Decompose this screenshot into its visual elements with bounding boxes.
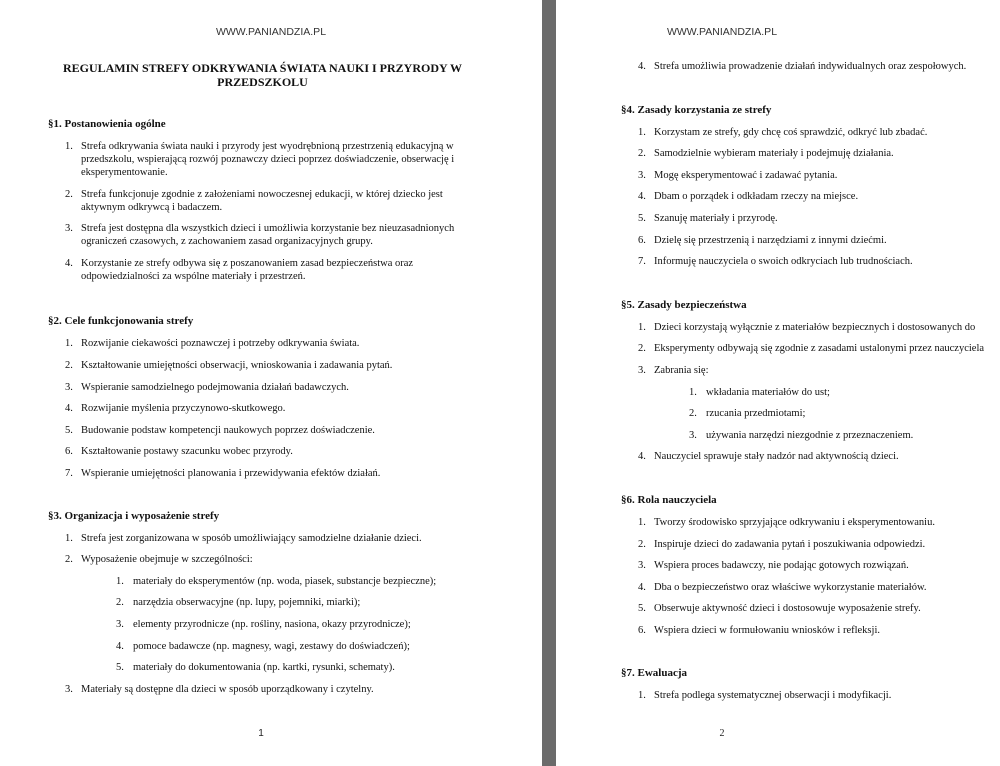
list-item	[621, 190, 1000, 203]
list-item	[621, 624, 1000, 637]
list-number: 5.	[638, 212, 646, 224]
list-number: 3.	[638, 169, 646, 181]
page-2-content	[621, 60, 1000, 711]
list-item-text: Wyposażenie obejmuje w szczególności:	[81, 554, 253, 566]
list-item	[621, 321, 1000, 334]
list-item	[48, 257, 478, 283]
list-item	[48, 222, 478, 248]
list-number: 4.	[116, 640, 124, 652]
list-number: 4.	[65, 257, 73, 269]
list-item-text: Wspieranie samodzielnego podejmowania działań badawczych.	[81, 381, 349, 393]
list-item-text: rzucania przedmiotami;	[706, 408, 806, 420]
page-divider	[542, 0, 556, 766]
list-number: 1.	[65, 338, 73, 350]
list-number: 7.	[638, 256, 646, 268]
list-item-text: Tworzy środowisko sprzyjające odkrywaniu i eksperymentowaniu.	[654, 516, 935, 528]
list-number: 3.	[689, 429, 697, 441]
list-item-text: Informuję nauczyciela o swoich odkryciach lub trudnościach.	[654, 256, 913, 268]
prohibitions-sublist	[654, 386, 1000, 442]
sublist-item	[654, 429, 1000, 442]
list-number: 3.	[116, 618, 124, 630]
list-item-text: Dba o bezpieczeństwo oraz właściwe wykorzystanie materiałów.	[654, 581, 927, 593]
list-item-text: Budowanie podstaw kompetencji naukowych poprzez doświadczenie.	[81, 424, 375, 436]
list-item-text: Dzielę się przestrzenią i narzędziami z innymi dziećmi.	[654, 234, 887, 246]
list-item-text: Inspiruje dzieci do zadawania pytań i poszukiwania odpowiedzi.	[654, 538, 926, 550]
list-item	[48, 424, 518, 437]
list-number: 2.	[65, 188, 73, 200]
list-number: 2.	[65, 359, 73, 371]
list-number: 5.	[638, 603, 646, 615]
sublist-item	[81, 575, 518, 588]
list-number: 5.	[65, 424, 73, 436]
section-3-continued-list	[621, 60, 1000, 73]
list-item	[621, 60, 1000, 73]
list-item	[621, 689, 1000, 702]
sublist-item	[654, 407, 1000, 420]
section-3-list	[48, 532, 518, 696]
page-header-site: WWW.PANIANDZIA.PL	[666, 26, 778, 38]
list-item	[48, 683, 518, 696]
list-number: 6.	[65, 446, 73, 458]
list-item-text: narzędzia obserwacyjne (np. lupy, pojemniki, miarki);	[133, 597, 361, 609]
list-item-text: Strefa odkrywania świata nauki i przyrody jest wyodrębnioną przestrzenią edukacyjną w przedszkolu, wspierającą rozwój poznawczy dzieci poprzez doświadczenie, obserwację i eksperymentowanie.	[81, 141, 455, 178]
section-7-list	[621, 689, 1000, 702]
list-item-text: Kształtowanie postawy szacunku wobec przyrody.	[81, 446, 293, 458]
list-number: 7.	[65, 467, 73, 479]
list-item	[621, 126, 1000, 139]
sublist-item	[81, 596, 518, 609]
document-title: REGULAMIN STREFY ODKRYWANIA ŚWIATA NAUKI I PRZYRODY W PRZEDSZKOLU	[62, 61, 463, 89]
section-heading-3: §3. Organizacja i wyposażenie strefy	[48, 509, 220, 522]
list-item	[621, 234, 1000, 247]
list-item	[621, 538, 1000, 551]
section-heading-2: §2. Cele funkcjonowania strefy	[48, 315, 194, 328]
list-item-text: materiały do dokumentowania (np. kartki, rysunki, schematy).	[133, 662, 395, 674]
list-number: 2.	[638, 343, 646, 355]
page-number: 2	[719, 728, 725, 739]
section-heading-4: §4. Zasady korzystania ze strefy	[621, 103, 772, 116]
list-number: 1.	[638, 126, 646, 138]
page-number: 1	[258, 728, 264, 739]
list-item	[48, 140, 478, 179]
sublist-item	[81, 618, 518, 631]
page-1-content	[48, 118, 518, 704]
section-heading-1: §1. Postanowienia ogólne	[48, 118, 166, 130]
list-item-text: Szanuję materiały i przyrodę.	[654, 212, 778, 224]
list-item	[621, 581, 1000, 594]
list-number: 4.	[638, 581, 646, 593]
sublist-item	[81, 640, 518, 653]
list-item-text: Strefa funkcjonuje zgodnie z założeniami nowoczesnej edukacji, w której dziecko jest aktywnym odkrywcą i badaczem.	[81, 188, 443, 213]
list-item	[621, 255, 1000, 268]
list-item	[621, 602, 1000, 615]
section-heading-6: §6. Rola nauczyciela	[621, 493, 717, 506]
list-item-text: Rozwijanie ciekawości poznawczej i potrzeby odkrywania świata.	[81, 338, 360, 350]
list-item	[621, 364, 1000, 442]
sublist-item	[81, 661, 518, 674]
section-1-list	[48, 140, 478, 283]
list-item-text: Korzystanie ze strefy odbywa się z poszanowaniem zasad bezpieczeństwa oraz odpowiedzialności za wspólne materiały i przestrzeń.	[81, 257, 414, 282]
list-number: 2.	[116, 597, 124, 609]
list-number: 3.	[638, 364, 646, 376]
list-item-text: pomoce badawcze (np. magnesy, wagi, zestawy do doświadczeń);	[133, 640, 410, 652]
equipment-sublist	[81, 575, 518, 674]
list-number: 1.	[638, 690, 646, 702]
list-number: 1.	[65, 532, 73, 544]
list-number: 4.	[638, 191, 646, 203]
section-2-list	[48, 337, 518, 480]
list-item	[621, 342, 1000, 355]
list-item	[621, 169, 1000, 182]
list-item-text: Strefa umożliwia prowadzenie działań indywidualnych oraz zespołowych.	[654, 61, 967, 72]
list-number: 2.	[65, 554, 73, 566]
sublist-item	[654, 386, 1000, 399]
list-item-text: Korzystam ze strefy, gdy chcę coś sprawdzić, odkryć lub zbadać.	[654, 126, 928, 138]
list-item-text: Dzieci korzystają wyłącznie z materiałów bezpiecznych i dostosowanych do	[654, 321, 976, 333]
list-item-text: Rozwijanie myślenia przyczynowo-skutkowego.	[81, 403, 286, 415]
list-number: 4.	[638, 61, 646, 72]
list-item	[48, 337, 518, 350]
list-item-text: Materiały są dostępne dla dzieci w sposób uporządkowany i czytelny.	[81, 683, 374, 695]
list-number: 3.	[65, 223, 73, 235]
list-number: 1.	[638, 516, 646, 528]
list-number: 3.	[638, 560, 646, 572]
list-item-text: Eksperymenty odbywają się zgodnie z zasadami ustalonymi przez nauczyciela	[654, 343, 985, 355]
section-heading-5: §5. Zasady bezpieczeństwa	[621, 298, 747, 311]
list-number: 4.	[65, 403, 73, 415]
list-number: 6.	[638, 624, 646, 636]
list-item-text: wkładania materiałów do ust;	[706, 386, 830, 398]
list-item-text: używania narzędzi niezgodnie z przeznaczeniem.	[706, 429, 914, 441]
list-item-text: Zabrania się:	[654, 364, 709, 376]
list-item	[621, 450, 1000, 463]
list-number: 2.	[689, 408, 697, 420]
list-item	[48, 359, 518, 372]
section-6-list	[621, 516, 1000, 637]
list-item	[48, 381, 518, 394]
list-number: 1.	[116, 575, 124, 587]
list-item-text: Dbam o porządek i odkładam rzeczy na miejsce.	[654, 191, 859, 203]
list-item	[48, 553, 518, 674]
list-item-text: Mogę eksperymentować i zadawać pytania.	[654, 169, 838, 181]
list-item-text: Strefa jest zorganizowana w sposób umożliwiający samodzielne działanie dzieci.	[81, 532, 422, 544]
list-number: 5.	[116, 662, 124, 674]
section-heading-7: §7. Ewaluacja	[621, 667, 687, 680]
list-item-text: Wspieranie umiejętności planowania i przewidywania efektów działań.	[81, 467, 381, 479]
list-item-text: elementy przyrodnicze (np. rośliny, nasiona, okazy przyrodnicze);	[133, 618, 411, 630]
list-item-text: Wspiera dzieci w formułowaniu wniosków i refleksji.	[654, 624, 880, 636]
list-number: 2.	[638, 538, 646, 550]
list-item-text: Nauczyciel sprawuje stały nadzór nad aktywnością dzieci.	[654, 451, 899, 463]
list-item	[621, 559, 1000, 572]
list-item-text: Strefa jest dostępna dla wszystkich dzieci i umożliwia korzystanie bez nieuzasadnionych ograniczeń czasowych, z zachowaniem zasad organizacyjnych grupy.	[81, 223, 455, 248]
list-number: 6.	[638, 234, 646, 246]
list-item-text: Samodzielnie wybieram materiały i podejmuję działania.	[654, 148, 894, 160]
list-number: 3.	[65, 381, 73, 393]
list-number: 1.	[689, 386, 697, 398]
list-item	[621, 212, 1000, 225]
list-item-text: Obserwuje aktywność dzieci i dostosowuje wyposażenie strefy.	[654, 603, 921, 615]
list-number: 1.	[638, 321, 646, 333]
list-item-text: Wspiera proces badawczy, nie podając gotowych rozwiązań.	[654, 560, 909, 572]
list-item	[48, 532, 518, 545]
list-number: 3.	[65, 683, 73, 695]
list-number: 1.	[65, 141, 73, 152]
section-5-list	[621, 321, 1000, 464]
page-header-site: WWW.PANIANDZIA.PL	[215, 26, 327, 38]
list-item	[48, 467, 518, 480]
list-number: 4.	[638, 451, 646, 463]
list-item	[48, 445, 518, 458]
list-item-text: materiały do eksperymentów (np. woda, piasek, substancje bezpieczne);	[133, 575, 437, 587]
list-item-text: Strefa podlega systematycznej obserwacji i modyfikacji.	[654, 690, 892, 702]
list-item	[621, 147, 1000, 160]
list-number: 2.	[638, 148, 646, 160]
list-item	[48, 402, 518, 415]
section-4-list	[621, 126, 1000, 269]
document-page-2	[556, 0, 1000, 766]
list-item	[621, 516, 1000, 529]
list-item-text: Kształtowanie umiejętności obserwacji, wnioskowania i zadawania pytań.	[81, 359, 393, 371]
list-item	[48, 188, 478, 214]
